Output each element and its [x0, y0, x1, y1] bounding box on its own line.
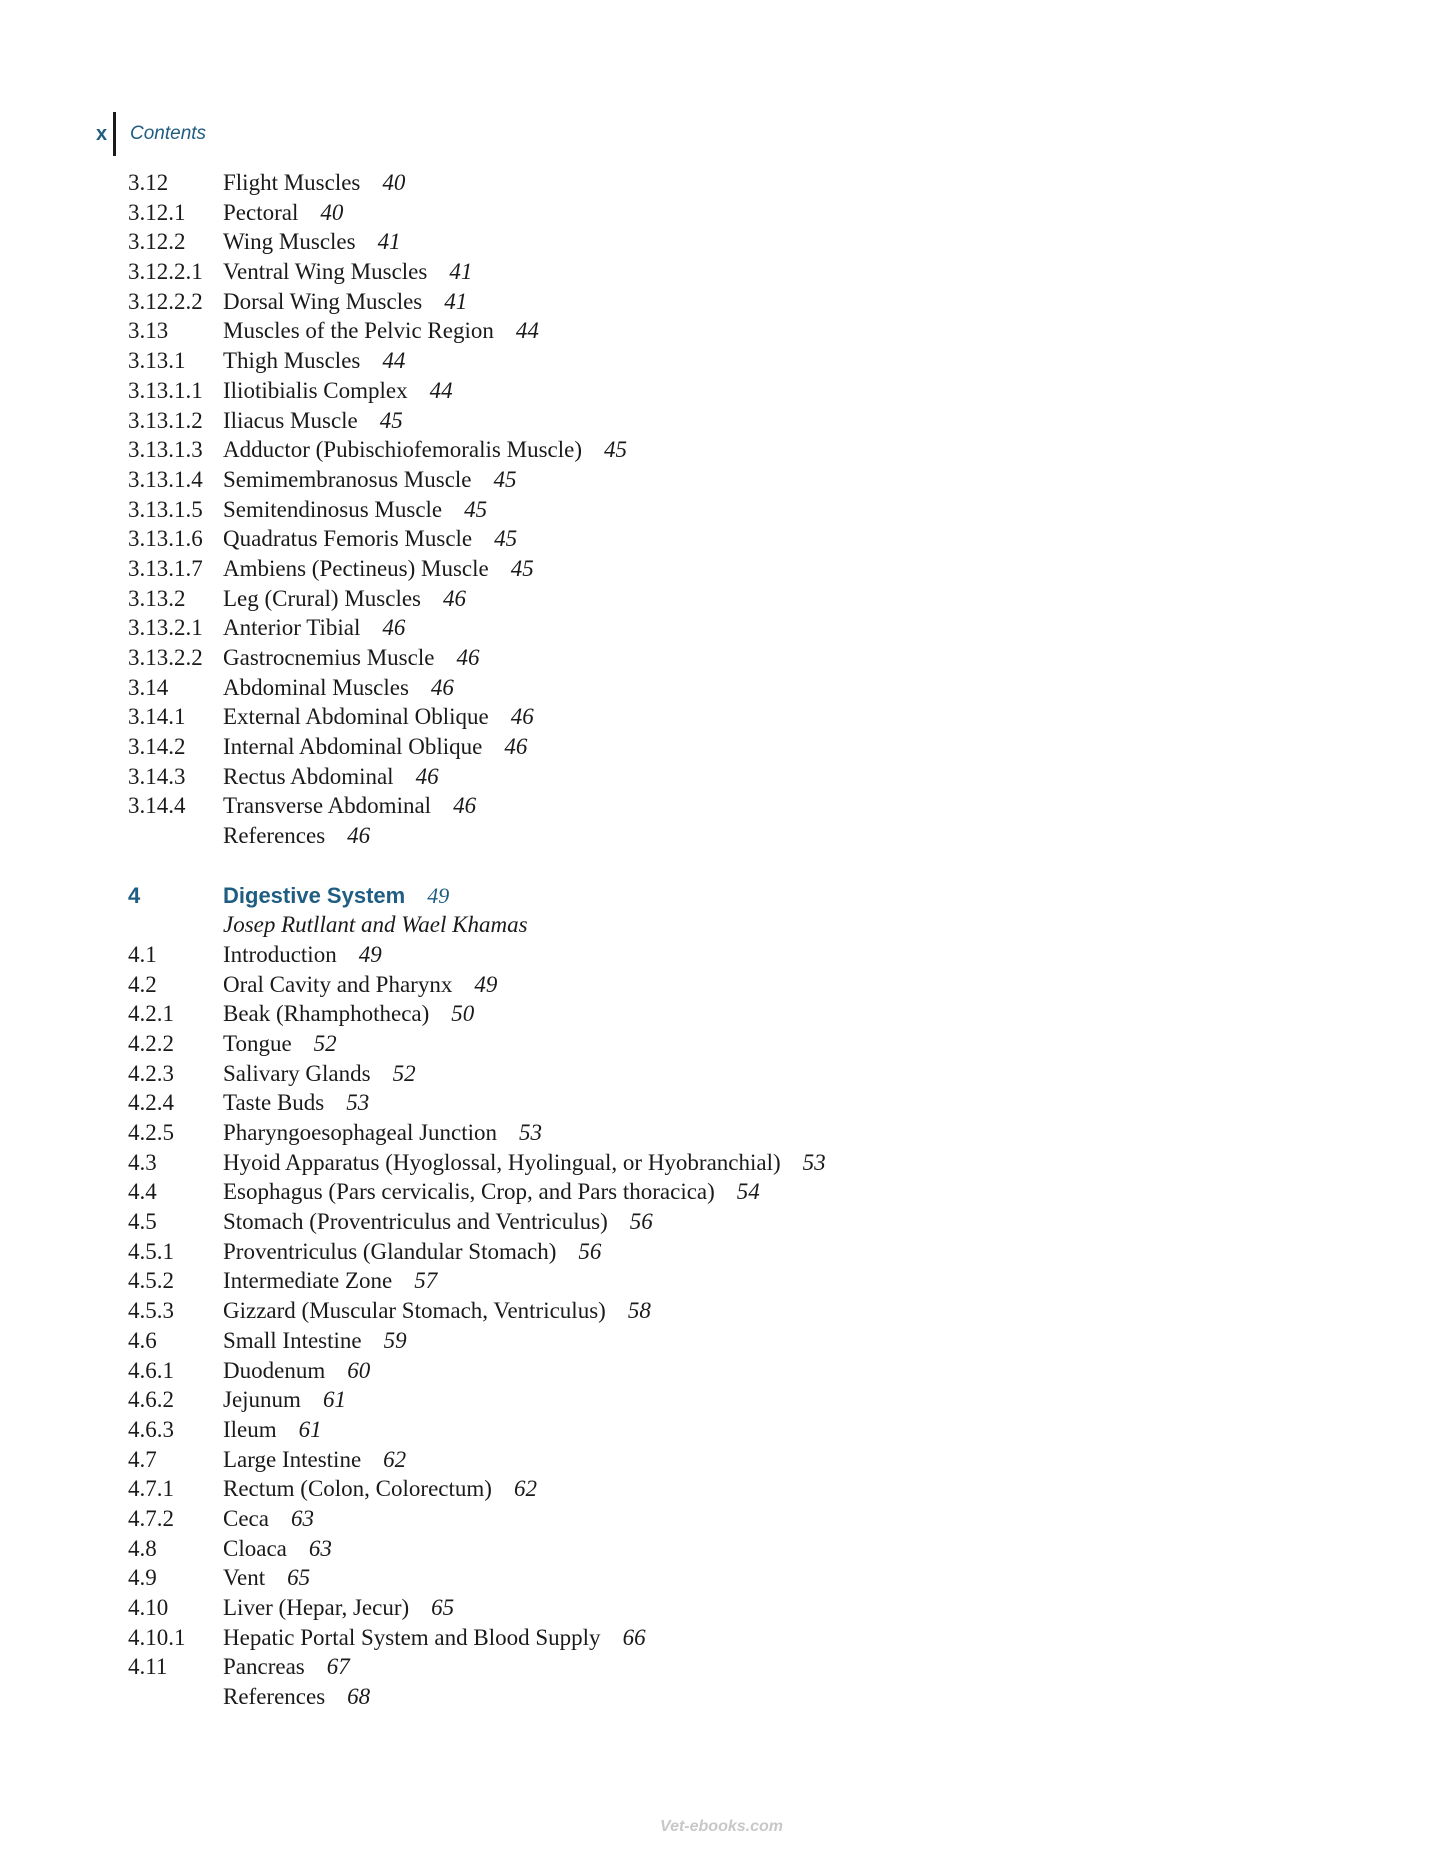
section-number: 3.13: [128, 318, 169, 344]
toc-entry: [128, 1534, 1328, 1564]
toc-entry: [128, 168, 1328, 198]
section-number: 4.2.2: [128, 1030, 174, 1056]
toc-entry: [128, 1563, 1328, 1593]
toc-entry: [128, 673, 1328, 703]
toc-entry: [128, 554, 1328, 584]
section-title: Digestive System: [223, 882, 406, 908]
section-title: Ventral Wing Muscles: [223, 259, 428, 285]
section-title: Hyoid Apparatus (Hyoglossal, Hyolingual, or Hyobranchial): [223, 1149, 781, 1175]
section-title: Transverse Abdominal: [223, 793, 432, 819]
page-number: 46: [347, 823, 371, 849]
section-title: Duodenum: [223, 1357, 326, 1383]
section-number: 3.13.1.7: [128, 555, 203, 581]
section-title: External Abdominal Oblique: [223, 704, 489, 730]
section-number: 3.14.1: [128, 704, 186, 730]
toc-entry: [128, 643, 1328, 673]
section-title: Iliotibialis Complex: [223, 377, 408, 403]
page-number: 61: [298, 1416, 322, 1442]
page-number: 57: [414, 1268, 438, 1294]
page-number: 41: [449, 259, 473, 285]
page-number: 63: [290, 1505, 314, 1531]
toc-entry: [128, 1148, 1328, 1178]
section-number: 3.13.1.4: [128, 466, 203, 492]
section-number: 4.6: [128, 1327, 157, 1353]
toc-entry: [128, 495, 1328, 525]
toc-entry: [128, 465, 1328, 495]
section-number: 4.2.4: [128, 1090, 174, 1116]
section-number: 4.5.3: [128, 1298, 174, 1324]
section-number: 4.2: [128, 971, 157, 997]
section-number: 4.6.1: [128, 1357, 174, 1383]
section-title: Adductor (Pubischiofemoralis Muscle): [223, 437, 582, 463]
watermark-logo: Vet-ebooks.com: [660, 1818, 783, 1835]
section-title: Large Intestine: [223, 1446, 362, 1472]
page-number: 44: [382, 348, 406, 374]
page-number: 46: [504, 734, 528, 760]
section-number: 4.7.2: [128, 1505, 174, 1531]
page-number: 56: [578, 1238, 602, 1264]
toc-entry: [128, 257, 1328, 287]
toc-entry: [128, 1326, 1328, 1356]
page-number: 49: [474, 971, 498, 997]
header-divider: [113, 112, 116, 156]
section-number: 3.13.1.2: [128, 407, 203, 433]
section-number: 4.2.3: [128, 1060, 174, 1086]
section-number: 4.6.2: [128, 1387, 174, 1413]
section-title: Semimembranosus Muscle: [223, 466, 472, 492]
page-number: 41: [377, 229, 401, 255]
section-number: 4.9: [128, 1565, 157, 1591]
chapter-spacer: [128, 851, 1328, 881]
section-title: Proventriculus (Glandular Stomach): [223, 1238, 557, 1264]
page-number: 49: [427, 882, 450, 908]
page-number: 56: [629, 1209, 653, 1235]
page-number: 54: [736, 1179, 760, 1205]
section-title: Ceca: [223, 1505, 269, 1531]
page-number: 61: [322, 1387, 346, 1413]
page-number: 46: [456, 645, 480, 670]
toc-entry: [128, 1118, 1328, 1148]
section-title: Semitendinosus Muscle: [223, 496, 443, 522]
section-number: 3.12.2.2: [128, 288, 203, 314]
section-title: Cloaca: [223, 1535, 287, 1561]
toc-entry: [128, 1177, 1328, 1207]
section-number: 4.2.1: [128, 1001, 174, 1027]
page-number: 46: [453, 793, 477, 819]
section-number: 4: [128, 882, 141, 908]
section-title: References: [223, 1684, 326, 1710]
section-title: Beak (Rhamphotheca): [223, 1001, 430, 1027]
section-number: 4.5: [128, 1209, 157, 1235]
toc-entry: [128, 1682, 1328, 1712]
toc-entry: [128, 970, 1328, 1000]
section-title: Pancreas: [223, 1654, 305, 1680]
page-number: 67: [326, 1654, 350, 1680]
page-number: 45: [464, 496, 488, 522]
section-number: 4.7.1: [128, 1476, 174, 1502]
section-title: Pharyngoesophageal Junction: [223, 1120, 498, 1145]
section-number: 3.13.1: [128, 348, 186, 374]
page-number: 44: [515, 318, 539, 344]
toc-entry: [128, 762, 1328, 792]
section-number: 3.14.4: [128, 793, 186, 819]
toc-entry: [128, 732, 1328, 762]
page-number: 45: [510, 555, 534, 581]
section-title: Small Intestine: [223, 1327, 362, 1353]
section-number: 3.14: [128, 674, 169, 700]
page-number: 63: [308, 1535, 332, 1561]
section-title: Rectum (Colon, Colorectum): [223, 1476, 492, 1502]
section-title: Thigh Muscles: [223, 348, 361, 374]
section-title: Tongue: [223, 1030, 292, 1056]
page-number: 40: [382, 170, 406, 195]
toc-entry: [128, 346, 1328, 376]
section-number: 3.12.2.1: [128, 259, 203, 285]
toc-entry: [128, 1593, 1328, 1623]
page-number: 46: [415, 763, 439, 789]
section-number: 3.13.2.2: [128, 645, 203, 670]
toc-entry: [128, 1029, 1328, 1059]
toc-entry: [128, 1237, 1328, 1267]
section-number: 4.8: [128, 1535, 157, 1561]
page-number: 62: [383, 1446, 407, 1472]
page-number: 46: [430, 674, 454, 700]
running-head: [96, 112, 206, 156]
section-number: 4.5.1: [128, 1238, 174, 1264]
page-number: 45: [379, 407, 403, 433]
toc-entry: [128, 1415, 1328, 1445]
section-number: 3.12.2: [128, 229, 186, 255]
page-number: 65: [287, 1565, 311, 1591]
toc-entry: [128, 821, 1328, 851]
section-title: Rectus Abdominal: [223, 763, 394, 789]
toc-entry: [128, 1296, 1328, 1326]
toc-entry: [128, 584, 1328, 614]
section-number: 4.6.3: [128, 1416, 174, 1442]
page-number: 60: [347, 1357, 371, 1383]
toc-entry: [128, 702, 1328, 732]
page-number: 68: [347, 1684, 371, 1710]
page-number: 58: [627, 1298, 651, 1324]
toc-entry: [128, 316, 1328, 346]
section-number: 4.11: [128, 1654, 168, 1680]
toc-entry: [128, 613, 1328, 643]
toc-entry: [128, 1474, 1328, 1504]
section-number: 4.10.1: [128, 1624, 186, 1650]
section-number: 3.13.1.5: [128, 496, 203, 522]
chapter-heading: [128, 881, 1328, 911]
toc-entry: [128, 227, 1328, 257]
section-number: 3.12: [128, 170, 169, 195]
section-title: Gastrocnemius Muscle: [223, 645, 435, 670]
section-title: Ileum: [223, 1416, 277, 1442]
page-number: 52: [392, 1060, 416, 1086]
page-folio: x: [96, 122, 108, 145]
toc-entry: [128, 524, 1328, 554]
table-of-contents: [128, 168, 1328, 1712]
section-number: 4.10: [128, 1595, 169, 1620]
page-number: 66: [622, 1624, 646, 1650]
toc-entry: [128, 1385, 1328, 1415]
section-title: Jejunum: [223, 1387, 301, 1413]
section-title: Liver (Hepar, Jecur): [223, 1595, 410, 1620]
section-number: 3.14.2: [128, 734, 186, 760]
section-title: Oral Cavity and Pharynx: [223, 971, 453, 997]
page-number: 45: [493, 466, 517, 492]
section-number: 3.13.1.1: [128, 377, 203, 403]
toc-entry: [128, 376, 1328, 406]
toc-entry: [128, 1088, 1328, 1118]
running-head-title: Contents: [130, 123, 207, 144]
chapter-authors: [128, 910, 1328, 940]
toc-entry: [128, 1356, 1328, 1386]
page-number: 40: [320, 199, 344, 225]
section-title: Esophagus (Pars cervicalis, Crop, and Pars thoracica): [223, 1179, 715, 1205]
page-number: 62: [513, 1476, 537, 1502]
page-number: 65: [431, 1595, 455, 1620]
section-number: 3.12.1: [128, 199, 186, 225]
toc-entry: [128, 1207, 1328, 1237]
section-title: Ambiens (Pectineus) Muscle: [223, 555, 489, 581]
section-number: 4.2.5: [128, 1120, 174, 1145]
page-number: 53: [519, 1120, 543, 1145]
section-title: Intermediate Zone: [223, 1268, 393, 1294]
section-title: Dorsal Wing Muscles: [223, 288, 423, 314]
section-title: Taste Buds: [223, 1090, 325, 1116]
toc-entry: [128, 1445, 1328, 1475]
section-number: 3.13.1.6: [128, 526, 203, 552]
section-title: Wing Muscles: [223, 229, 356, 255]
page-number: 46: [510, 704, 534, 730]
toc-entry: [128, 406, 1328, 436]
toc-entry: [128, 198, 1328, 228]
toc-entry: [128, 435, 1328, 465]
section-title: Gizzard (Muscular Stomach, Ventriculus): [223, 1298, 606, 1324]
section-title: Abdominal Muscles: [223, 674, 409, 700]
toc-entry: [128, 940, 1328, 970]
section-number: 3.13.2: [128, 585, 186, 611]
toc-entry: [128, 1623, 1328, 1653]
toc-entry: [128, 999, 1328, 1029]
section-title: Josep Rutllant and Wael Khamas: [223, 912, 528, 938]
section-title: Quadratus Femoris Muscle: [223, 526, 473, 552]
toc-entry: [128, 1266, 1328, 1296]
page-number: 52: [313, 1030, 337, 1056]
section-title: Stomach (Proventriculus and Ventriculus): [223, 1209, 608, 1235]
section-number: 4.3: [128, 1149, 157, 1175]
section-number: 4.1: [128, 941, 157, 967]
page-number: 45: [603, 437, 627, 463]
section-number: 3.13.1.3: [128, 437, 203, 463]
section-title: Internal Abdominal Oblique: [223, 734, 483, 760]
page-number: 53: [802, 1149, 826, 1175]
page-number: 50: [451, 1001, 475, 1027]
section-number: 3.13.2.1: [128, 615, 203, 641]
section-title: Muscles of the Pelvic Region: [223, 318, 494, 344]
toc-entry: [128, 287, 1328, 317]
page-number: 49: [358, 941, 382, 967]
section-title: Vent: [223, 1565, 266, 1591]
section-title: Anterior Tibial: [223, 615, 361, 641]
section-title: References: [223, 823, 326, 849]
toc-entry: [128, 1652, 1328, 1682]
page-number: 46: [382, 615, 406, 641]
page-number: 53: [346, 1090, 370, 1116]
section-title: Introduction: [223, 941, 337, 967]
page-number: 44: [429, 377, 453, 403]
page-number: 46: [443, 585, 466, 611]
section-title: Salivary Glands: [223, 1060, 371, 1086]
toc-entry: [128, 791, 1328, 821]
section-title: Iliacus Muscle: [223, 407, 358, 433]
section-number: 3.14.3: [128, 763, 186, 789]
section-title: Hepatic Portal System and Blood Supply: [223, 1624, 601, 1650]
page-number: 45: [494, 526, 518, 552]
page-number: 59: [383, 1327, 407, 1353]
section-title: Pectoral: [223, 199, 299, 225]
section-title: Flight Muscles: [223, 170, 361, 195]
section-number: 4.4: [128, 1179, 157, 1205]
section-number: 4.5.2: [128, 1268, 174, 1294]
section-number: 4.7: [128, 1446, 157, 1472]
page-number: 41: [444, 288, 468, 314]
toc-entry: [128, 1059, 1328, 1089]
toc-entry: [128, 1504, 1328, 1534]
section-title: Leg (Crural) Muscles: [223, 585, 421, 611]
